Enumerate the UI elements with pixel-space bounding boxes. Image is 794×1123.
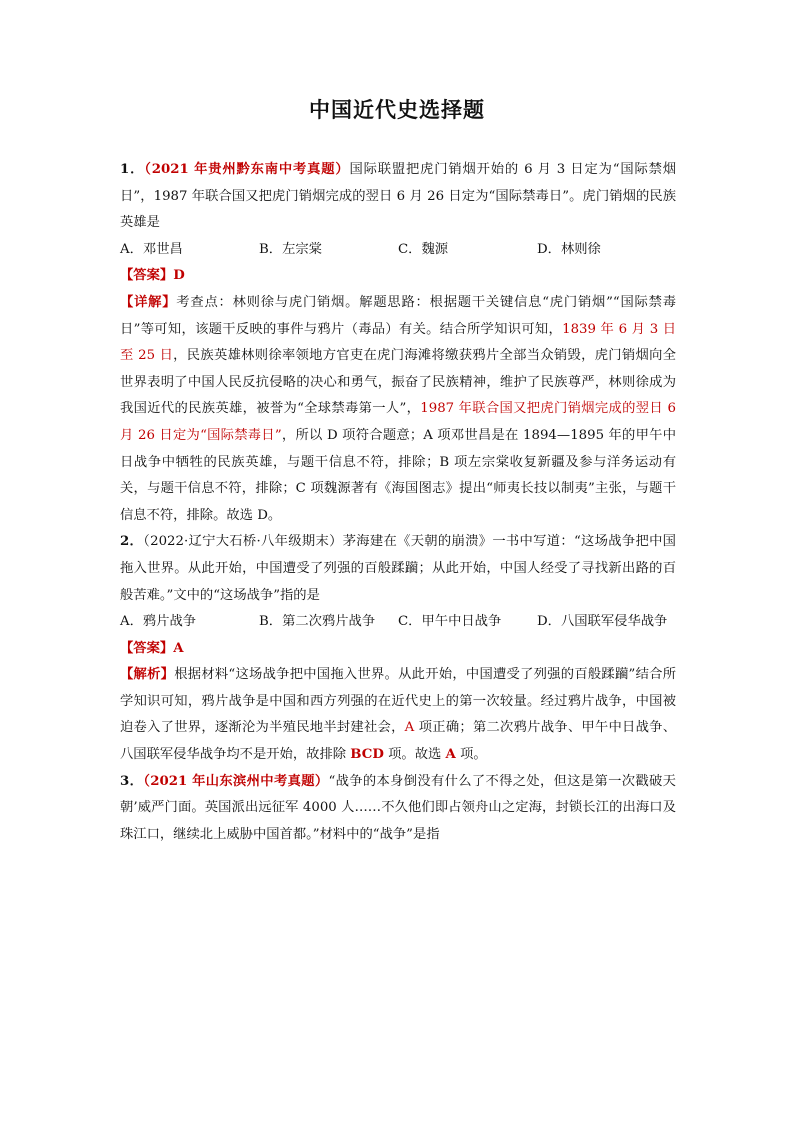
- question-3-source: （2021 年山东滨州中考真题）: [143, 773, 329, 789]
- answer-label: 【答案】: [120, 640, 174, 656]
- question-2-number: 2．: [120, 534, 144, 550]
- question-1-option-d: D．林则徐: [537, 241, 601, 257]
- question-2-option-a: A．鸦片战争: [120, 614, 197, 630]
- question-1-option-c: C．魏源: [398, 241, 449, 257]
- analysis-text-3: 项。故选: [383, 747, 446, 763]
- question-3-number: 3．: [120, 773, 144, 789]
- question-3-text: “战争的本身倒没有什么了不得之处，但这是第一次戳破天朝’威严门面。英国派出远征军 4000 人……不久他们即占领舟山之定海，封锁长江的出海口及珠江口，继续北上威胁中国首都。”材料中的“战争”是指: [120, 773, 676, 842]
- analysis-option-a-final: A: [445, 747, 456, 763]
- question-1-options: [120, 237, 676, 264]
- question-2-analysis: [120, 662, 676, 768]
- analysis-option-a: A: [404, 720, 415, 736]
- answer-value: A: [173, 640, 184, 656]
- detail-date-2: 1987 年联合国又把虎门销烟完成的翌日 6 月 26 日定为“国际禁毒日”: [120, 401, 676, 443]
- analysis-options-bcd: BCD: [350, 747, 384, 763]
- question-1-text: 国际联盟把虎门销烟开始的 6 月 3 日定为“国际禁烟日”，1987 年联合国又把虎门销烟完成的翌日 6 月 26 日定为“国际禁毒日”。虎门销烟的民族英雄是: [120, 162, 676, 231]
- question-1-source: （2021 年贵州黔东南中考真题）: [144, 162, 350, 177]
- detail-label: 【详解】: [120, 294, 177, 310]
- analysis-text-1: 根据材料“这场战争把中国拖入世界。从此开始，中国遭受了列强的百般蹂躏”结合所学知识可知，鸦片战争是中国和西方列强的在近代史上的第一次较量。经过鸦片战争，中国被迫卷入了世界，逐渐沦为半殖民地半封建社会，: [120, 667, 676, 736]
- question-1-option-b: B．左宗棠: [259, 241, 322, 257]
- question-2-options: [120, 609, 676, 636]
- question-2-answer: [120, 636, 676, 663]
- answer-label: 【答案】: [120, 268, 174, 284]
- document-body: [120, 157, 676, 848]
- answer-value: D: [173, 268, 185, 284]
- analysis-label: 【解析】: [120, 667, 175, 683]
- question-3-stem: [120, 769, 676, 849]
- question-2-option-d: D．八国联军侵华战争: [537, 614, 668, 630]
- detail-date-1: 1839 年 6 月 3 日至 25 日: [120, 321, 676, 364]
- analysis-text-2: 项正确；第二次鸦片战争、甲午中日战争、八国联军侵华战争均不是开始，故排除: [120, 720, 677, 763]
- question-1-answer: [120, 263, 676, 290]
- detail-text-3: ，所以 D 项符合题意；A 项邓世昌是在 1894—1895 年的甲午中日战争中牺牲的民族英雄，与题干信息不符，排除；B 项左宗棠收复新疆及参与洋务运动有关，与题干信息不符，排除；C 项魏源著有《海国图志》提出“师夷长技以制夷”主张，与题干信息不符，排除。故选 D。: [120, 427, 676, 523]
- question-2-source: （2022·辽宁大石桥·八年级期末）: [143, 534, 343, 550]
- detail-text-1: 考查点：林则徐与虎门销烟。解题思路：根据题干关键信息“虎门销烟”“国际禁毒日”等可知，该题干反映的事件与鸦片（毒品）有关。结合所学知识可知，: [120, 294, 676, 337]
- page-title: 中国近代史选择题: [309, 98, 485, 122]
- analysis-text-4: 项。: [455, 747, 487, 763]
- question-1-detail: [120, 290, 676, 529]
- question-2-option-b: B．第二次鸦片战争: [259, 614, 376, 630]
- question-2-text: 茅海建在《天朝的崩溃》一书中写道：“这场战争把中国拖入世界。从此开始，中国遭受了列强的百般蹂躏；从此开始，中国人经受了寻找新出路的百般苦难。”文中的“这场战争”指的是: [120, 534, 676, 603]
- question-2-stem: [120, 529, 676, 609]
- question-1-number: 1．: [120, 162, 145, 177]
- question-1-option-a: A．邓世昌: [120, 241, 183, 257]
- question-2-option-c: C．甲午中日战争: [398, 614, 502, 630]
- question-1-stem: [120, 157, 676, 237]
- detail-text-2: ，民族英雄林则徐率领地方官吏在虎门海滩将缴获鸦片全部当众销毁，虎门销烟向全世界表明了中国人民反抗侵略的决心和勇气，振奋了民族精神，维护了民族尊严，林则徐成为我国近代的民族英雄，被誉为“全球禁毒第一人”，: [120, 348, 676, 417]
